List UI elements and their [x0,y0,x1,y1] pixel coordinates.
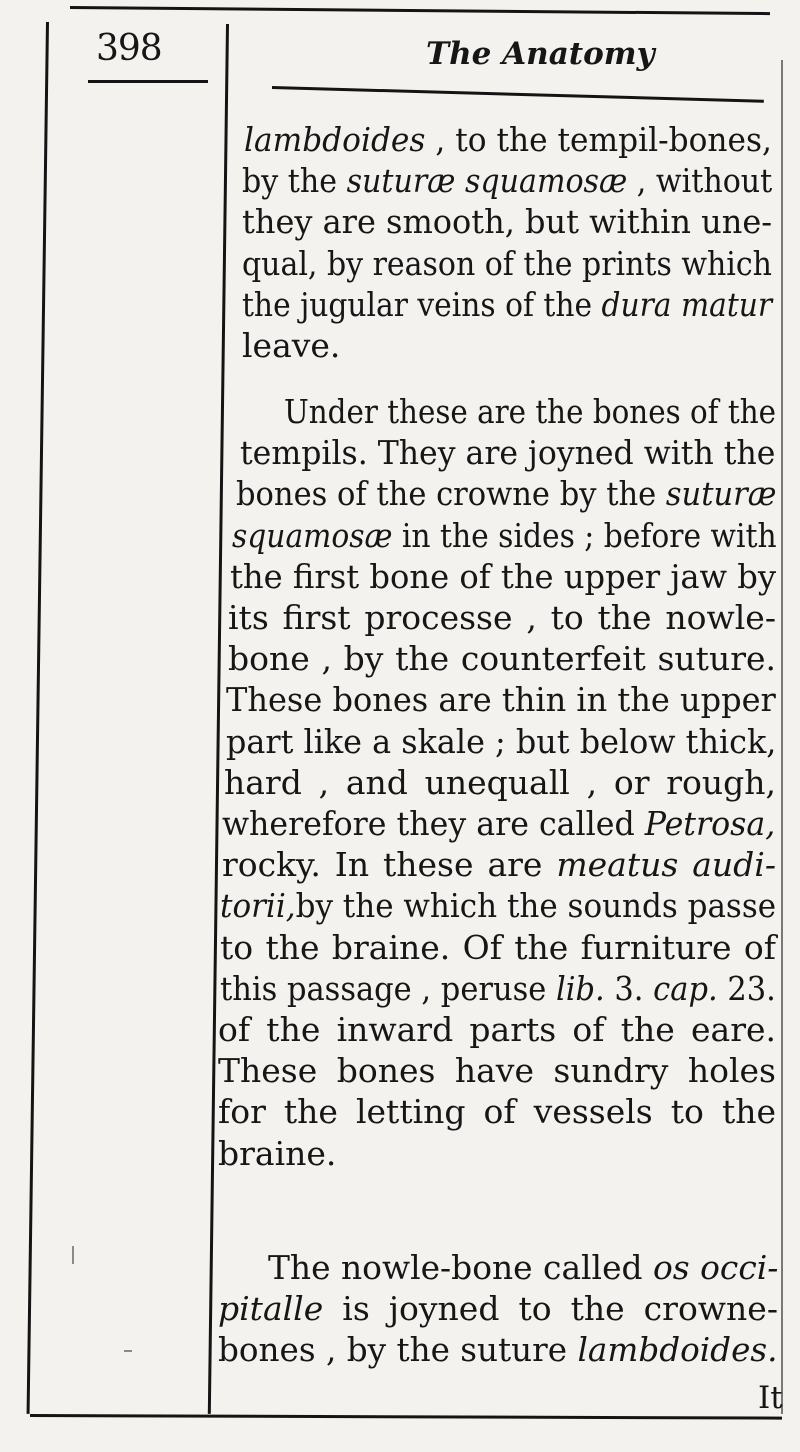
text-run: wherefore they are called [222,804,645,843]
text-line [230,557,776,597]
text-run: These bones are thin in the upper [226,680,776,720]
italic-term: cap. [653,968,718,1008]
text-line [218,1134,336,1174]
text-run: they are smooth, but within une- [242,202,773,242]
text-run: hard , and unequall , or rough, [224,762,776,802]
text-run: leave. [242,326,341,365]
running-head: The Anatomy [426,36,655,72]
text-run: braine. [218,1133,337,1173]
text-line [236,474,776,514]
italic-term: squamosæ [232,515,393,555]
text-run: 23. [717,968,776,1008]
text-line [218,1330,778,1370]
text-run: the first bone of the upper jaw by [230,556,777,596]
text-run: for the letting of vessels to the [218,1092,776,1132]
text-line [218,1051,776,1091]
text-run: of the inward parts of the eare. [218,1010,776,1049]
text-run: its first processe , to the nowle- [228,598,776,637]
text-run: qual, by reason of the prints which [242,243,772,283]
text-line [224,763,776,803]
text-run: , without [627,161,773,201]
text-run: , to the tempil-bones, [425,120,772,159]
italic-term: lambdoides [244,120,426,159]
text-line [240,433,775,473]
text-run: in the sides ; before with [392,515,777,555]
italic-term: meatus audi- [556,845,776,885]
catchword: It [758,1380,783,1416]
text-run: The nowle-bone called [268,1248,654,1287]
text-line [244,120,772,160]
italic-term: pitalle [218,1289,324,1329]
text-line [220,928,776,968]
text-line [222,845,776,885]
text-run: 3. [604,968,654,1008]
text-line [284,392,776,432]
text-line [226,680,776,720]
text-run: Under these are the bones of the [284,392,777,431]
text-line [218,1289,778,1329]
text-run: to the braine. Of the furniture of [220,927,776,967]
text-line [218,1092,776,1132]
text-run: by the [242,161,347,201]
italic-term: torii, [220,886,296,926]
text-run: rocky. In these are [222,845,557,885]
text-run: is joyned to the crowne- [323,1289,778,1329]
text-line [228,598,776,638]
margin-speck [72,1246,74,1264]
text-line [242,244,772,284]
text-line [268,1248,778,1288]
text-line [228,639,776,679]
text-run: tempils. They are joyned with the [240,433,776,473]
italic-term: lambdoides. [577,1330,778,1370]
text-run: bones of the crowne by the [236,474,666,514]
italic-term: suturæ squamosæ [346,161,628,201]
italic-term: Petrosa, [644,804,776,843]
page-number: 398 [96,28,162,69]
text-line [220,969,776,1009]
margin-speck [124,1350,132,1352]
text-line [242,161,772,201]
text-line [242,285,772,325]
text-run: These bones have sundry holes [218,1051,776,1091]
text-line [220,886,776,926]
text-run: this passage , peruse [220,968,556,1008]
text-line [222,804,775,844]
text-run: bone , by the counterfeit suture. [228,639,776,679]
text-line [232,516,777,556]
text-line [242,326,340,366]
text-run: part like a skale ; but below thick, [226,721,777,761]
italic-term: suturæ [665,474,777,514]
text-line [242,202,772,242]
text-line [218,1010,776,1050]
text-run: by the which the sounds passe [295,886,777,926]
text-run: bones , by the suture [218,1330,578,1370]
text-line [226,722,776,762]
italic-term: lib. [555,968,605,1008]
italic-term: dura matur [601,284,773,324]
italic-term: os occi- [653,1248,779,1287]
text-run: the jugular veins of the [242,284,602,324]
